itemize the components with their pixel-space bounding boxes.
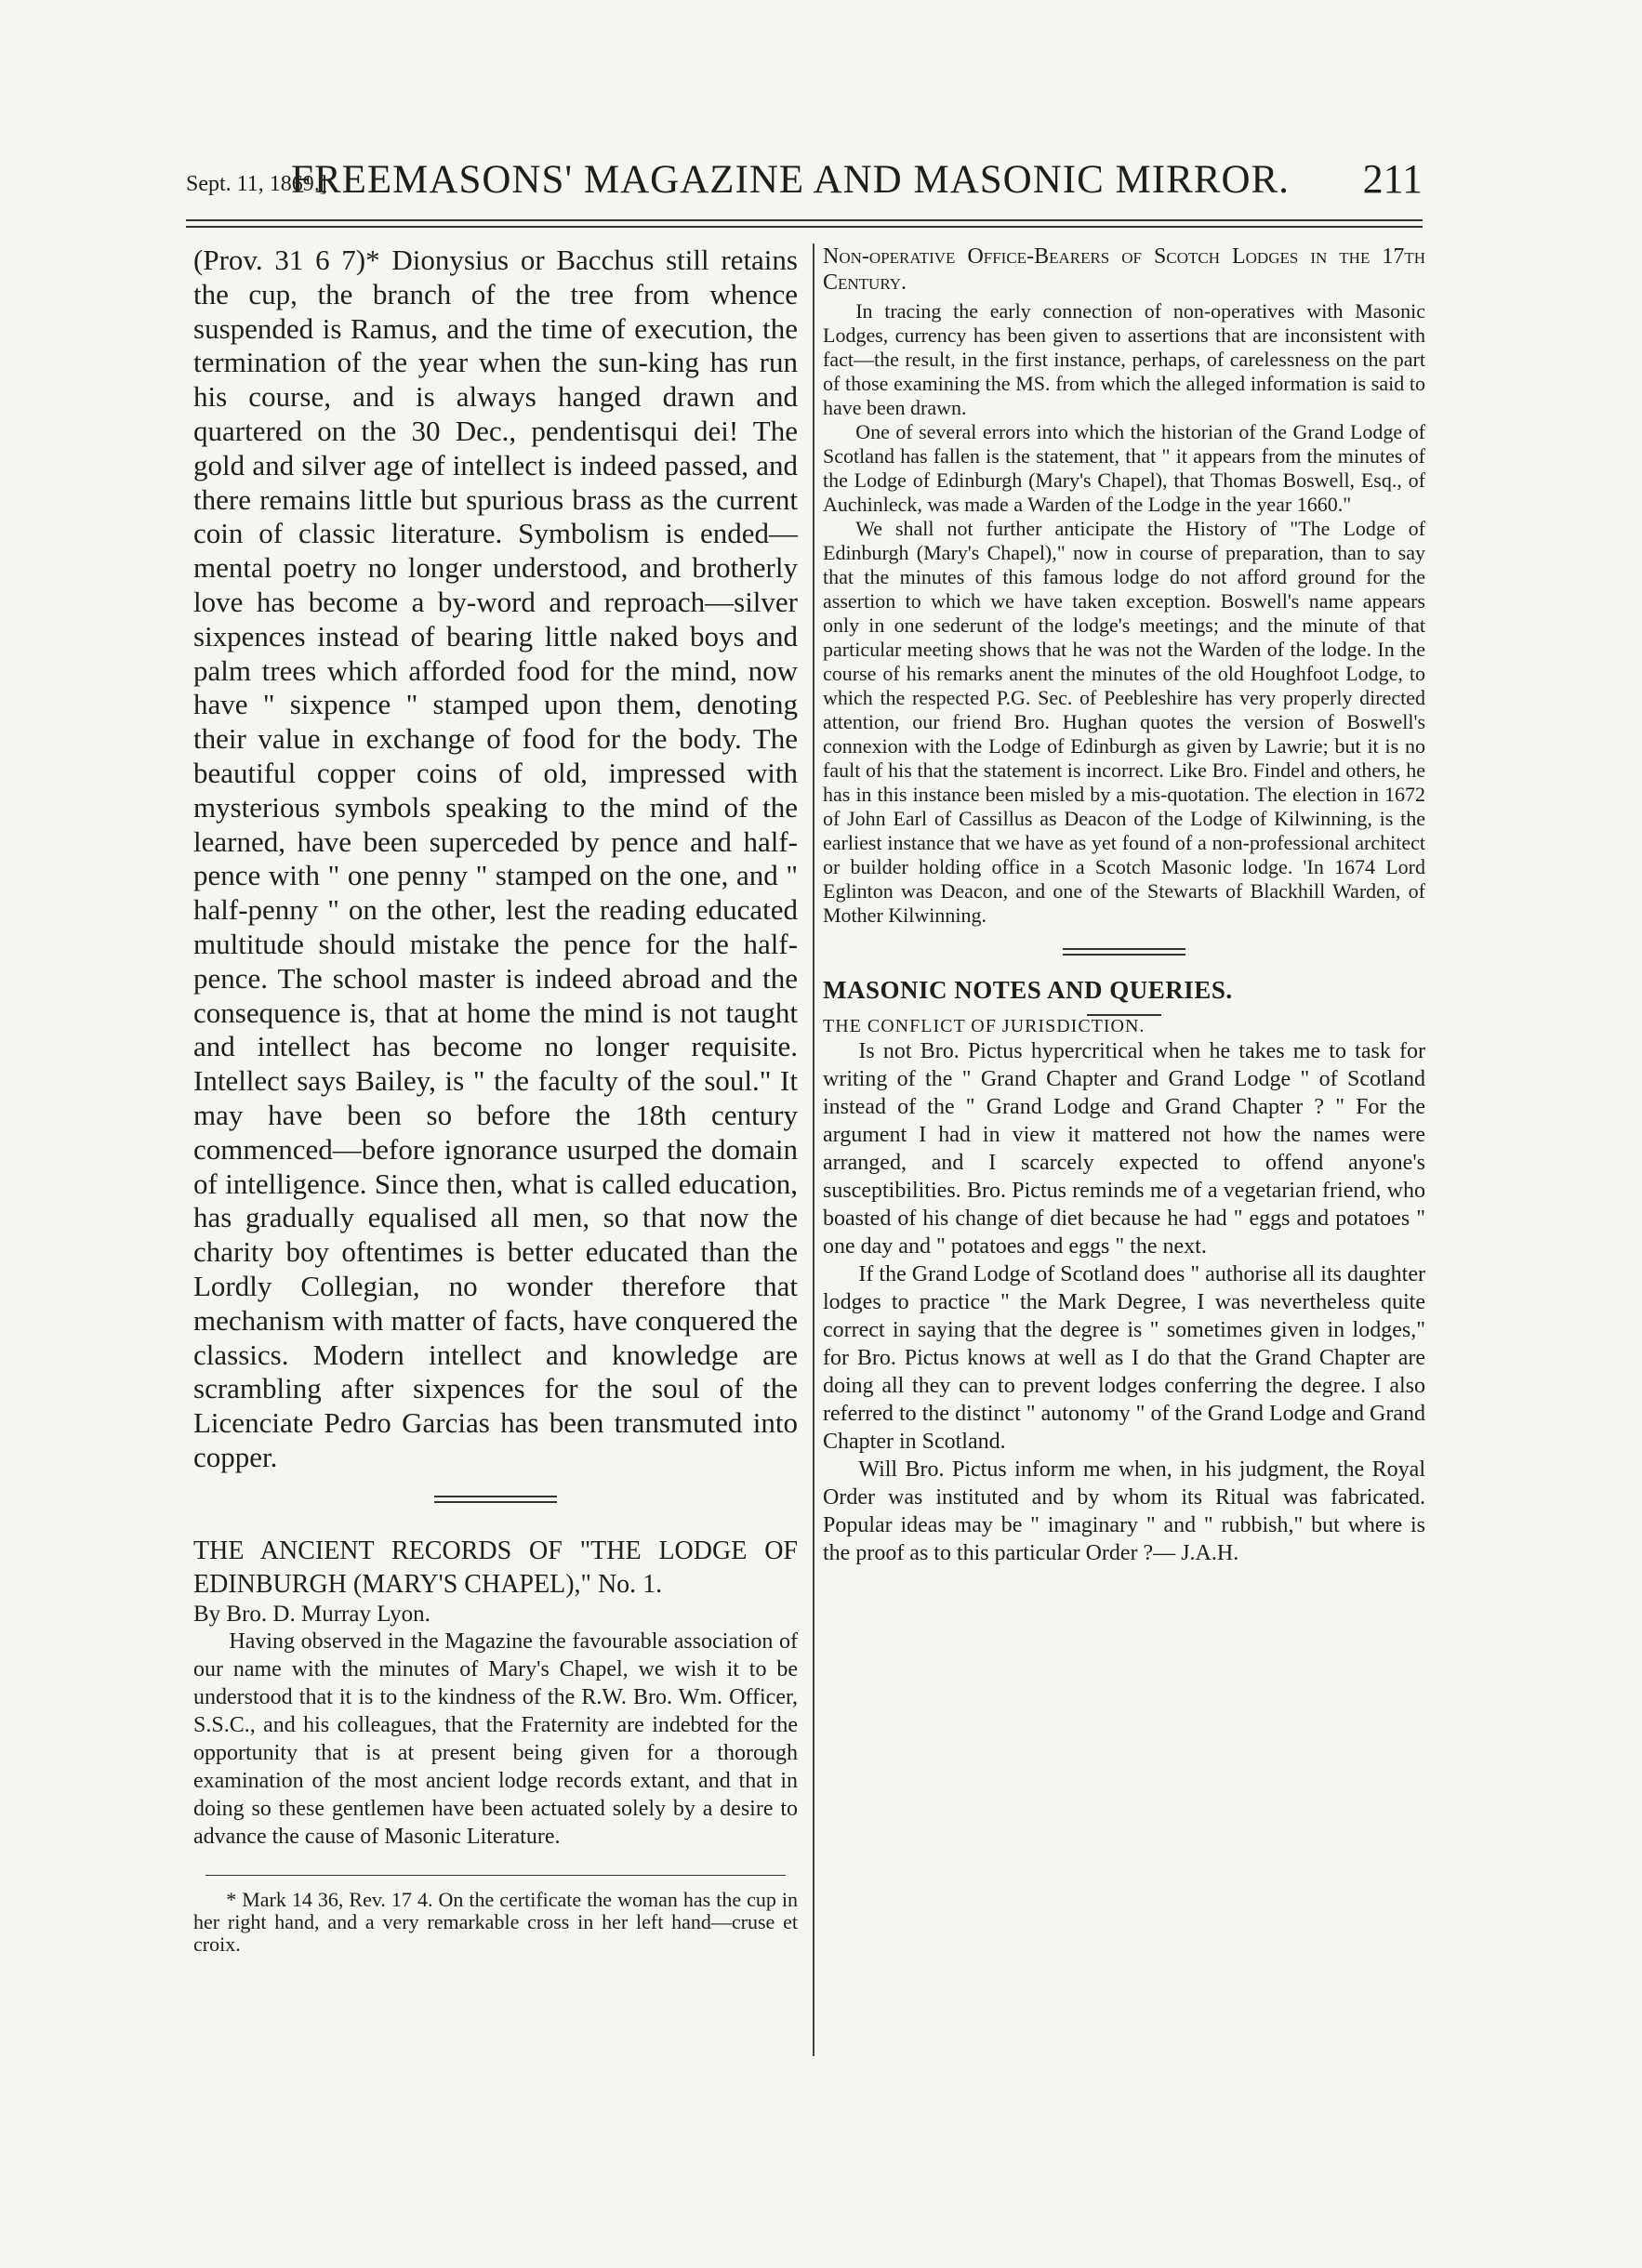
article-byline: By Bro. D. Murray Lyon. [193, 1601, 430, 1627]
section-paragraph-1: In tracing the early connection of non-operatives with Masonic Lodges, currency has been given to assertions that are inconsistent with fact—the result, in the first instance, perhaps, of carelessness on the part of those examining the MS. from which the alleged information is said to have been drawn. [823, 299, 1425, 419]
footnote-rule [205, 1875, 786, 1876]
issue-date: Sept. 11, 1869.] [186, 172, 327, 196]
notes-title: MASONIC NOTES AND QUERIES. [823, 976, 1233, 1004]
notes-paragraph-2: If the Grand Lodge of Scotland does " authorise all its daughter lodges to practice " the Mark Degree, I was nevertheless quite correct in saying that the degree is " sometimes given in lodges," for Bro. Pictus knows at well as I do that the Grand Chapter are doing all they can to prevent lodges conferring the degree. I also referred to the distinct " autonomy " of the Grand Lodge and Grand Chapter in Scotland. [823, 1262, 1425, 1454]
section-paragraph-2: One of several errors into which the historian of the Grand Lodge of Scotland has fallen is the statement, that " it appears from the minutes of the Lodge of Edinburgh (Mary's Chapel), that Thomas Boswell, Esq., of Auchinleck, was made a Warden of the Lodge in the year 1660." [823, 420, 1425, 516]
section-title: Non-operative Office-Bearers of Scotch Lodges in the 17th Century. [823, 244, 1425, 295]
section-separator [1063, 948, 1185, 959]
right-column [823, 244, 1425, 1567]
header-rule-top [186, 219, 1423, 221]
article-paragraph: Having observed in the Magazine the favourable association of our name with the minutes of Mary's Chapel, we wish it to be understood that it is to the kindness of the R.W. Bro. Wm. Officer, S.S.C., and his colleagues, that the Fraternity are indebted for the opportunity that is at present being given for a thorough examination of the most ancient lodge records extant, and that in doing so these gentlemen have been actuated solely by a desire to advance the cause of Masonic Literature. [193, 1628, 798, 1849]
header-rule-bottom [186, 226, 1423, 228]
notes-paragraph-3: Will Bro. Pictus inform me when, in his judgment, the Royal Order was instituted and by whom its Ritual was fabricated. Popular ideas may be " imaginary " and " rubbish," but where is the proof as to this particular Order ?— J.A.H. [823, 1457, 1425, 1565]
page-number: 211 [1362, 156, 1423, 202]
page-header [186, 144, 1423, 209]
column-divider [813, 244, 814, 2056]
publication-title: FREEMASONS' MAGAZINE AND MASONIC MIRROR. [291, 158, 1290, 202]
article-title: THE ANCIENT RECORDS OF "THE LODGE OF EDINBURGH (MARY'S CHAPEL)," No. 1. [193, 1536, 798, 1599]
left-column [193, 244, 798, 1956]
footnote: * Mark 14 36, Rev. 17 4. On the certificate the woman has the cup in her right hand, and a very remarkable cross in her left hand—cruse et croix. [193, 1887, 798, 1956]
notes-paragraph-1: Is not Bro. Pictus hypercritical when he takes me to task for writing of the " Grand Chapter and Grand Lodge " of Scotland instead of the " Grand Lodge and Grand Chapter ? " For the argument I had in view it mattered not how the names were arranged, and I scarcely expected to offend anyone's susceptibilities. Bro. Pictus reminds me of a vegetarian friend, who boasted of his change of diet because he had " eggs and potatoes " one day and " potatoes and eggs " the next. [823, 1039, 1425, 1259]
section-paragraph-3: We shall not further anticipate the History of "The Lodge of Edinburgh (Mary's Chapel)," now in course of preparation, than to say that the minutes of this famous lodge do not afford ground for the assertion to which we have taken exception. Boswell's name appears only in one sederunt of the lodge's meetings; and the minute of that particular meeting shows that he was not the Warden of the lodge. In the course of his remarks anent the minutes of the old Houghfoot Lodge, to which the respected P.G. Sec. of Peebleshire has very properly directed attention, our friend Bro. Hughan quotes the version of Boswell's connexion with the Lodge of Edinburgh as given by Lawrie; but it is no fault of his that the statement is incorrect. Like Bro. Findel and others, he has in this instance been misled by a mis-quotation. The election in 1672 of John Earl of Cassillus as Deacon of the Lodge of Kilwinning, is the earliest instance that we have as yet found of a non-professional architect or builder holding office in a Scotch Masonic lodge. 'In 1674 Lord Eglinton was Deacon, and one of the Stewarts of Blackhill Warden, of Mother Kilwinning. [823, 517, 1425, 927]
notes-subheading: THE CONFLICT OF JURISDICTION. [823, 1016, 1145, 1036]
continued-article-text: (Prov. 31 6 7)* Dionysius or Bacchus still retains the cup, the branch of the tree from whence suspended is Ramus, and the time of execution, the termination of the year when the sun-king has run his course, and is always hanged drawn and quartered on the 30 Dec., pendentisqui dei! The gold and silver age of intellect is indeed passed, and there remains little but spurious brass as the current coin of classic literature. Symbolism is ended—mental poetry no longer understood, and brotherly love has become a by-word and reproach—silver sixpences instead of bearing little naked boys and palm trees which afforded food for the mind, now have " sixpence " stamped upon them, denoting their value in exchange of food for the body. The beautiful copper coins of old, impressed with mysterious symbols speaking to the mind of the learned, have been superceded by pence and half-pence with " one penny " stamped on the one, and " half-penny " on the other, lest the reading educated multitude should mistake the pence for the half-pence. The school master is indeed abroad and the consequence is, that at home the mind is not taught and intellect has become no longer requisite. Intellect says Bailey, is " the faculty of the soul." It may have been so before the 18th century commenced—before ignorance usurped the domain of intelligence. Since then, what is called education, has gradually equalised all men, so that now the charity boy oftentimes is better educated than the Lordly Collegian, no wonder therefore that mechanism with matter of facts, have conquered the classics. Modern intellect and knowledge are scrambling after sixpences for the soul of the Licenciate Pedro Garcias has been transmuted into copper. [193, 244, 798, 1473]
article-separator [434, 1496, 557, 1507]
